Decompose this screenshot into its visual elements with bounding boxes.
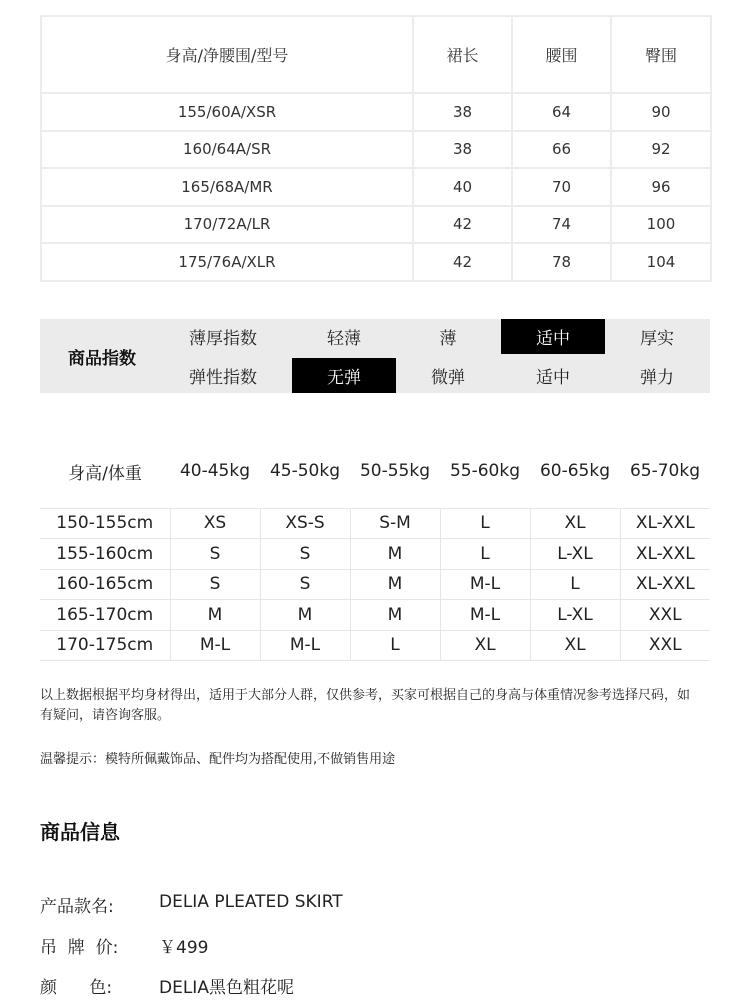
thickness-index-row xyxy=(40,319,710,354)
thickness-option: 薄 xyxy=(439,329,457,349)
product-index-panel xyxy=(40,319,710,393)
table-cell: M xyxy=(170,600,260,631)
elasticity-option: 弹力 xyxy=(640,368,674,388)
size-table-header: 身高/净腰围/型号 xyxy=(41,16,413,93)
table-cell: XS-S xyxy=(260,508,350,539)
table-cell: 42 xyxy=(413,206,512,244)
table-row xyxy=(40,630,710,661)
table-cell: XXL xyxy=(620,630,710,661)
height-weight-table xyxy=(40,448,710,661)
table-cell: 92 xyxy=(611,131,711,169)
table-cell: XXL xyxy=(620,600,710,631)
table-cell: M xyxy=(350,569,440,600)
product-name-label: 产品款名: xyxy=(40,897,114,917)
table-cell: 38 xyxy=(413,131,512,169)
table-cell: 165/68A/MR xyxy=(41,168,413,206)
table-row xyxy=(41,93,711,131)
table-cell: L xyxy=(530,569,620,600)
table-cell: 150-155cm xyxy=(40,508,170,539)
table-cell: 170/72A/LR xyxy=(41,206,413,244)
table-cell: 155/60A/XSR xyxy=(41,93,413,131)
table-cell: 160/64A/SR xyxy=(41,131,413,169)
table-row xyxy=(40,539,710,570)
table-cell: L xyxy=(350,630,440,661)
table-cell: 175/76A/XLR xyxy=(41,243,413,281)
table-row xyxy=(41,206,711,244)
elasticity-index-row xyxy=(40,358,710,393)
thickness-option-selected: 适中 xyxy=(501,319,605,354)
table-cell: M xyxy=(350,600,440,631)
table-cell: 66 xyxy=(512,131,611,169)
elasticity-option: 微弹 xyxy=(431,368,465,388)
table-cell: 100 xyxy=(611,206,711,244)
table-cell: M-L xyxy=(440,600,530,631)
table-cell: 78 xyxy=(512,243,611,281)
table-cell: M-L xyxy=(260,630,350,661)
table-row xyxy=(40,569,710,600)
size-data-note: 以上数据根据平均身材得出，适用于大部分人群，仅供参考，买家可根据自己的身高与体重情况参考选择尺码，如有疑问，请咨询客服。 xyxy=(40,688,691,723)
table-cell: M xyxy=(260,600,350,631)
table-cell: L-XL xyxy=(530,539,620,570)
size-table-header: 臀围 xyxy=(611,16,711,93)
table-row xyxy=(41,168,711,206)
thickness-index-label: 薄厚指数 xyxy=(189,329,257,349)
product-color-label: 颜 色: xyxy=(40,978,113,998)
thickness-option: 轻薄 xyxy=(327,329,361,349)
table-header: 50-55kg xyxy=(359,461,431,481)
table-cell: XL xyxy=(530,630,620,661)
table-cell: 38 xyxy=(413,93,512,131)
table-cell: XL-XXL xyxy=(620,508,710,539)
table-row xyxy=(41,131,711,169)
table-cell: S xyxy=(260,539,350,570)
warm-tip-note: 温馨提示：模特所佩戴饰品、配件均为搭配使用,不做销售用途 xyxy=(40,752,396,767)
elasticity-option: 适中 xyxy=(536,368,570,388)
product-price-value: ￥499 xyxy=(159,938,209,958)
table-cell: S-M xyxy=(350,508,440,539)
table-cell: L xyxy=(440,539,530,570)
table-header: 45-50kg xyxy=(269,461,341,481)
thickness-option: 厚实 xyxy=(640,329,674,349)
table-spacer xyxy=(40,494,710,508)
table-cell: 160-165cm xyxy=(40,569,170,600)
table-cell: 64 xyxy=(512,93,611,131)
table-cell: S xyxy=(260,569,350,600)
table-cell: XL xyxy=(440,630,530,661)
table-cell: 155-160cm xyxy=(40,539,170,570)
table-cell: L-XL xyxy=(530,600,620,631)
table-row xyxy=(40,600,710,631)
spacer-cell xyxy=(40,494,710,508)
table-cell: 40 xyxy=(413,168,512,206)
size-table-header-row xyxy=(41,16,711,93)
product-color-value: DELIA黑色粗花呢 xyxy=(159,978,294,998)
size-table xyxy=(40,15,712,282)
table-cell: XL-XXL xyxy=(620,539,710,570)
elasticity-option-selected: 无弹 xyxy=(292,358,396,393)
table-cell: M-L xyxy=(440,569,530,600)
table-header: 55-60kg xyxy=(449,461,521,481)
table-cell: S xyxy=(170,569,260,600)
table-cell: 74 xyxy=(512,206,611,244)
product-info-title: 商品信息 xyxy=(40,820,120,844)
table-header: 65-70kg xyxy=(629,461,701,481)
table-cell: XL-XXL xyxy=(620,569,710,600)
table-row xyxy=(41,243,711,281)
table-header: 40-45kg xyxy=(179,461,251,481)
table-cell: S xyxy=(170,539,260,570)
product-name-value: DELIA PLEATED SKIRT xyxy=(159,892,343,912)
table-cell: 96 xyxy=(611,168,711,206)
size-table-header: 腰围 xyxy=(512,16,611,93)
elasticity-index-label: 弹性指数 xyxy=(189,368,257,388)
table-cell: L xyxy=(440,508,530,539)
table-cell: 70 xyxy=(512,168,611,206)
product-price-label: 吊 牌 价: xyxy=(40,938,119,958)
height-weight-header-row xyxy=(40,448,710,494)
table-header: 60-65kg xyxy=(539,461,611,481)
table-cell: XL xyxy=(530,508,620,539)
table-cell: 42 xyxy=(413,243,512,281)
table-cell: M-L xyxy=(170,630,260,661)
table-cell: M xyxy=(350,539,440,570)
table-cell: 104 xyxy=(611,243,711,281)
product-index-title: 商品指数 xyxy=(68,348,136,369)
table-cell: XS xyxy=(170,508,260,539)
table-header: 身高/体重 xyxy=(68,463,142,484)
table-cell: 170-175cm xyxy=(40,630,170,661)
table-row xyxy=(40,508,710,539)
table-cell: 165-170cm xyxy=(40,600,170,631)
table-cell: 90 xyxy=(611,93,711,131)
size-table-header: 裙长 xyxy=(413,16,512,93)
